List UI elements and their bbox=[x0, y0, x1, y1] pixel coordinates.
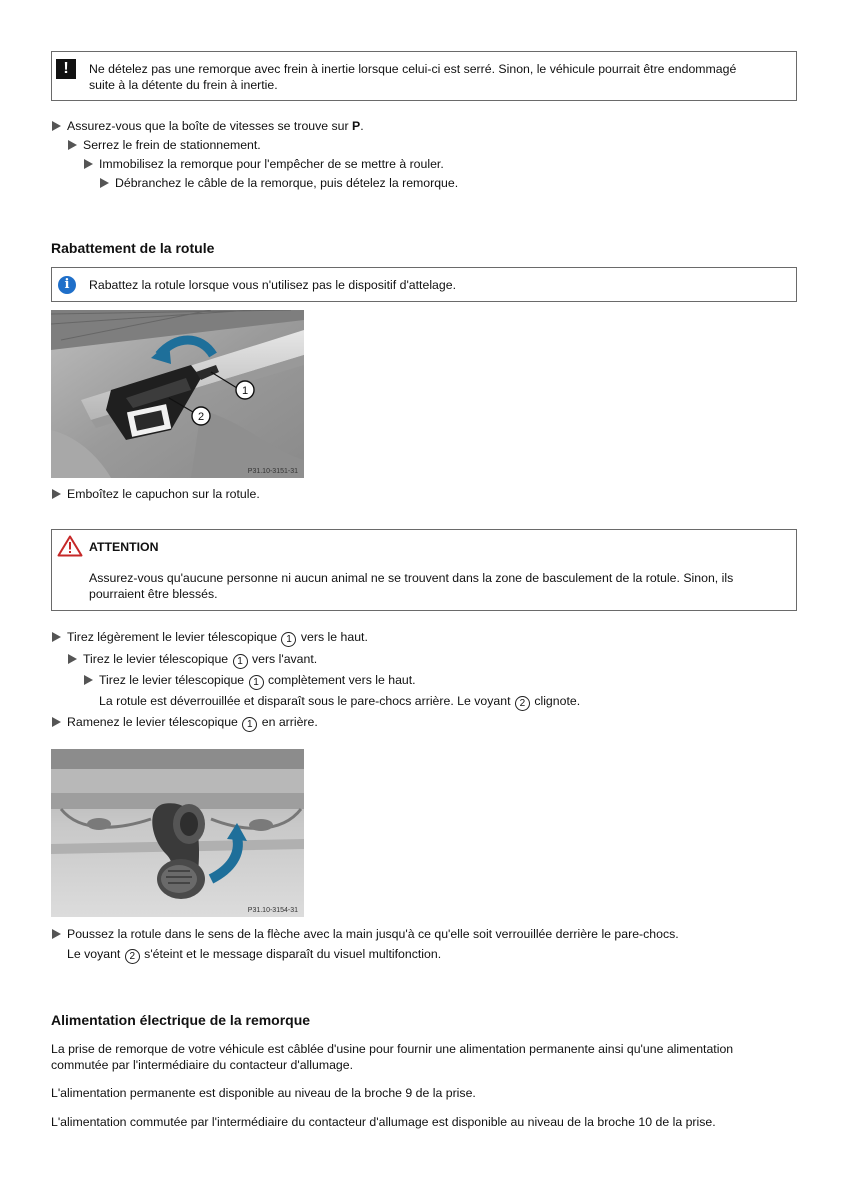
step-text: Tirez légèrement le levier télescopique bbox=[67, 630, 281, 644]
step-arrow-icon bbox=[100, 178, 109, 188]
callout-2-icon: 2 bbox=[125, 949, 140, 964]
step-arrow-icon bbox=[84, 159, 93, 169]
warning-triangle-icon bbox=[57, 535, 83, 557]
info-box bbox=[51, 267, 797, 302]
callout-2-label: 2 bbox=[197, 411, 205, 423]
step-arrow-icon bbox=[52, 717, 61, 727]
step-gearbox-end: . bbox=[360, 119, 364, 133]
step-cap: Emboîtez le capuchon sur la rotule. bbox=[67, 487, 260, 501]
step-indicator-off bbox=[67, 946, 441, 964]
step-arrow-icon bbox=[52, 121, 61, 131]
section-title-rabattement: Rabattement de la rotule bbox=[51, 240, 215, 256]
warning-text-line2: suite à la détente du frein à inertie. bbox=[89, 78, 278, 92]
attention-text-line2: pourraient être blessés. bbox=[89, 587, 218, 601]
figure-code: P31.10-3154-31 bbox=[247, 907, 298, 914]
attention-text-line1: Assurez-vous qu'aucune personne ni aucun animal ne se trouvent dans la zone de basculement de la rotule. Sinon, ils bbox=[89, 571, 734, 585]
step-text: vers le haut. bbox=[297, 630, 368, 644]
step-arrow-icon bbox=[52, 632, 61, 642]
step-arrow-icon bbox=[52, 929, 61, 939]
step-text: La rotule est déverrouillée et disparaît sous le pare-chocs arrière. Le voyant bbox=[99, 694, 514, 708]
step-parking-brake: Serrez le frein de stationnement. bbox=[83, 138, 261, 152]
step-text: Tirez le levier télescopique bbox=[99, 673, 248, 687]
paragraph-3: L'alimentation commutée par l'intermédiaire du contacteur d'allumage est disponible au niveau de la broche 10 de la prise. bbox=[51, 1115, 716, 1129]
figure-code: P31.10-3151-31 bbox=[247, 468, 298, 475]
step-text: complètement vers le haut. bbox=[264, 673, 416, 687]
warning-text-line1: Ne dételez pas une remorque avec frein à inertie lorsque celui-ci est serré. Sinon, le véhicule pourrait être endommagé bbox=[89, 62, 737, 76]
step-gearbox bbox=[67, 118, 364, 134]
section-title-alimentation: Alimentation électrique de la remorque bbox=[51, 1012, 311, 1028]
step-arrow-icon bbox=[52, 489, 61, 499]
step-pull-fully-up bbox=[99, 672, 416, 690]
info-text: Rabattez la rotule lorsque vous n'utilisez pas le dispositif d'attelage. bbox=[89, 278, 456, 292]
warning-box bbox=[51, 51, 797, 101]
gear-p-label: P bbox=[352, 119, 361, 133]
step-text: Le voyant bbox=[67, 947, 124, 961]
step-text: s'éteint et le message disparaît du visuel multifonction. bbox=[140, 947, 442, 961]
figure-ball-push bbox=[51, 749, 304, 917]
step-text: Ramenez le levier télescopique bbox=[67, 715, 242, 729]
attention-title: ATTENTION bbox=[89, 540, 159, 554]
callout-2-icon: 2 bbox=[515, 696, 530, 711]
callout-1-icon: 1 bbox=[281, 632, 296, 647]
info-icon: i bbox=[58, 276, 76, 294]
step-arrow-icon bbox=[84, 675, 93, 685]
step-pull-up-slightly bbox=[67, 629, 368, 647]
step-disconnect: Débranchez le câble de la remorque, puis dételez la remorque. bbox=[115, 176, 459, 190]
ball-push-illustration bbox=[51, 749, 304, 917]
step-pull-forward bbox=[83, 651, 317, 669]
callout-1-label: 1 bbox=[241, 385, 249, 397]
step-text: en arrière. bbox=[258, 715, 318, 729]
exclamation-icon: ! bbox=[56, 59, 76, 79]
step-push-ball: Poussez la rotule dans le sens de la flèche avec la main jusqu'à ce qu'elle soit verrouillée derrière le pare-chocs. bbox=[67, 927, 679, 941]
paragraph-1-line1: La prise de remorque de votre véhicule est câblée d'usine pour fournir une alimentation permanente ainsi qu'une alimentation bbox=[51, 1042, 734, 1056]
step-immobilize: Immobilisez la remorque pour l'empêcher de se mettre à rouler. bbox=[99, 157, 444, 171]
attention-box bbox=[51, 529, 797, 611]
step-arrow-icon bbox=[68, 654, 77, 664]
step-text: clignote. bbox=[530, 694, 581, 708]
step-gearbox-text: Assurez-vous que la boîte de vitesses se trouve sur bbox=[67, 119, 353, 133]
paragraph-2: L'alimentation permanente est disponible au niveau de la broche 9 de la prise. bbox=[51, 1086, 476, 1100]
figure-towbar-fold bbox=[51, 310, 304, 478]
towbar-fold-illustration bbox=[51, 310, 304, 478]
step-return-lever bbox=[67, 714, 318, 732]
step-text: vers l'avant. bbox=[248, 652, 318, 666]
step-arrow-icon bbox=[68, 140, 77, 150]
callout-1-icon: 1 bbox=[242, 717, 257, 732]
paragraph-1-line2: commutée par l'intermédiaire du contacteur d'allumage. bbox=[51, 1058, 354, 1072]
step-result-unlocked bbox=[99, 693, 580, 711]
step-text: Tirez le levier télescopique bbox=[83, 652, 232, 666]
callout-1-icon: 1 bbox=[233, 654, 248, 669]
callout-1-icon: 1 bbox=[249, 675, 264, 690]
